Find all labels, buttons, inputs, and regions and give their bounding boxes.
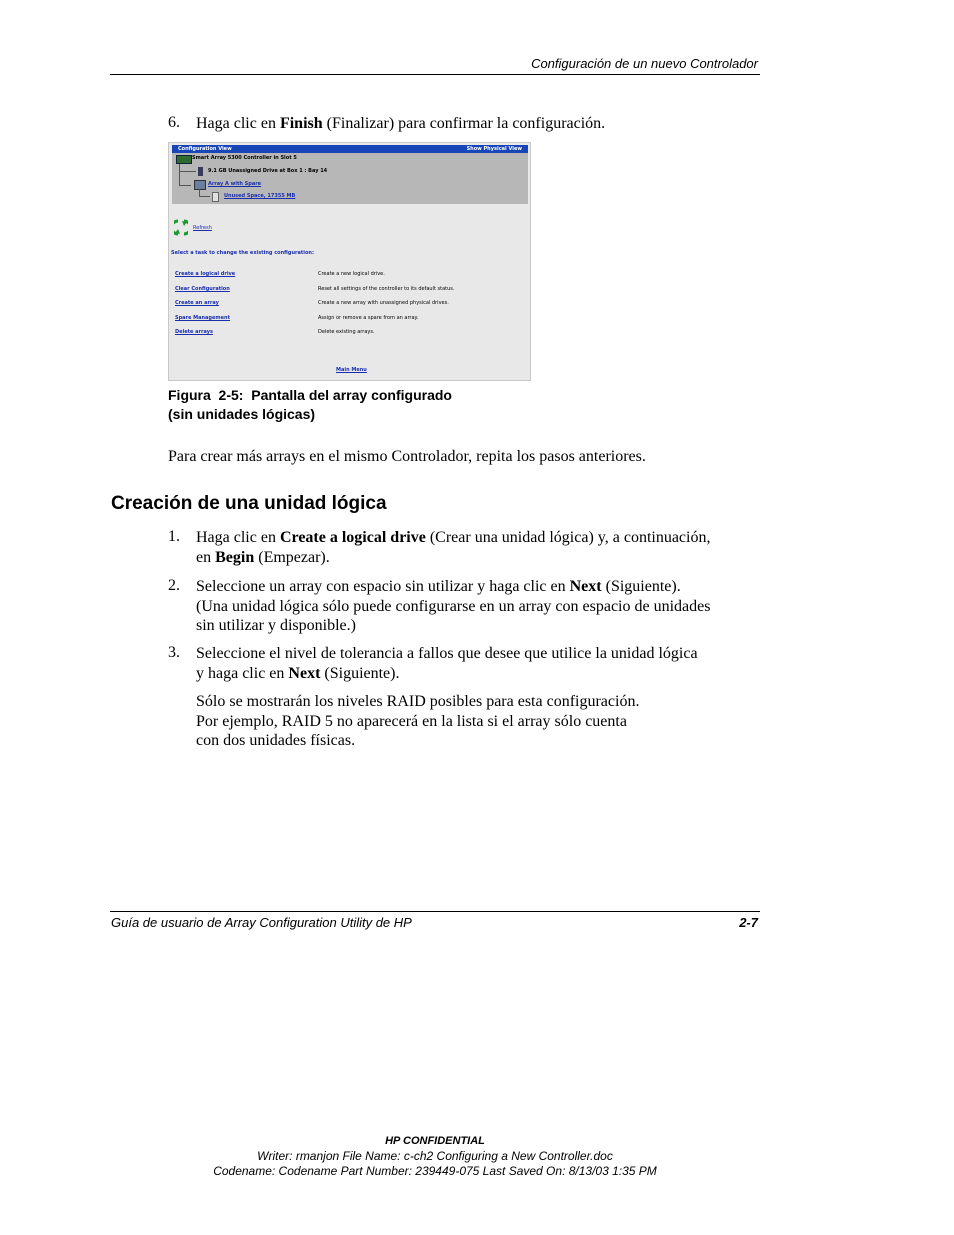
confidential-line-2: Codename: Codename Part Number: 239449-075 Last Saved On: 8/13/03 1:35 PM: [213, 1164, 657, 1178]
figure-caption-line-2: (sin unidades lógicas): [168, 406, 316, 422]
step-1-text: Haga clic en Create a logical drive (Crear una unidad lógica) y, a continuación, en Begin (Empezar).: [196, 529, 711, 566]
task-create-array-desc: Create a new array with unassigned physical drives.: [318, 300, 449, 306]
tree-unassigned-drive[interactable]: 9.1 GB Unassigned Drive at Box 1 : Bay 14: [208, 168, 328, 174]
footer-rule: [110, 911, 760, 912]
figure-caption-line-1: Figura 2-5: Pantalla del array configurado: [168, 387, 452, 403]
config-tree: [172, 153, 528, 204]
task-delete-arrays-link[interactable]: Delete arrays: [175, 329, 213, 335]
configuration-view-screenshot: [168, 142, 531, 381]
step-3-number: 3.: [168, 644, 180, 661]
tree-line-branch-1: [179, 171, 196, 172]
tree-line-branch-2: [179, 185, 191, 186]
task-create-logical-drive-link[interactable]: Create a logical drive: [175, 271, 236, 277]
unused-space-icon: [212, 192, 219, 202]
drive-icon: [198, 167, 203, 176]
screenshot-title-bar: [172, 145, 528, 153]
footer-left: Guía de usuario de Array Configuration Utility de HP: [111, 915, 412, 930]
task-clear-configuration-desc: Reset all settings of the controller to its default status.: [318, 286, 455, 292]
task-spare-management-link[interactable]: Spare Management: [175, 315, 230, 321]
confidential-block: [0, 1134, 870, 1179]
task-delete-arrays-desc: Delete existing arrays.: [318, 329, 375, 335]
raid-note: Sólo se mostrarán los niveles RAID posibles para esta configuración. Por ejemplo, RAID 5 no aparecerá en la lista si el array sólo cuenta con dos unidades físicas.: [196, 693, 640, 749]
tree-array[interactable]: Array A with Spare: [208, 181, 262, 187]
tree-line-sub-branch: [199, 196, 210, 197]
step-6-text: Haga clic en Finish (Finalizar) para confirmar la configuración.: [196, 115, 606, 132]
confidential-title: HP CONFIDENTIAL: [385, 1135, 485, 1147]
step-3-text: Seleccione el nivel de tolerancia a fallos que desee que utilice la unidad lógica y haga clic en Next (Siguiente).: [196, 645, 698, 682]
tree-line-vertical: [179, 164, 180, 186]
step-2-text: Seleccione un array con espacio sin utilizar y haga clic en Next (Siguiente). (Una unidad lógica sólo puede configurarse en un array con espacio de unidades sin utilizar y disponible.): [196, 578, 711, 634]
step-2-number: 2.: [168, 577, 180, 594]
paragraph-more-arrays: Para crear más arrays en el mismo Controlador, repita los pasos anteriores.: [168, 448, 646, 465]
controller-icon: [176, 155, 192, 164]
array-icon: [194, 180, 206, 190]
task-create-array-link[interactable]: Create an array: [175, 300, 219, 306]
main-menu-link[interactable]: Main Menu: [336, 367, 367, 373]
section-title: Creación de una unidad lógica: [111, 493, 387, 514]
tree-unused-space[interactable]: Unused Space, 17355 MB: [224, 193, 296, 199]
task-spare-management-desc: Assign or remove a spare from an array.: [318, 315, 419, 321]
refresh-link[interactable]: Refresh: [193, 225, 212, 231]
header-rule: [110, 74, 760, 75]
tree-controller[interactable]: Smart Array 5300 Controller in Slot 5: [192, 155, 297, 161]
running-header: Configuración de un nuevo Controlador: [531, 56, 758, 71]
confidential-line-1: Writer: rmanjon File Name: c-ch2 Configuring a New Controller.doc: [257, 1149, 613, 1163]
footer-page-number: 2-7: [739, 915, 758, 930]
task-create-logical-drive-desc: Create a new logical drive.: [318, 271, 385, 277]
task-clear-configuration-link[interactable]: Clear Configuration: [175, 286, 230, 292]
select-task-heading: Select a task to change the existing configuration:: [171, 250, 314, 256]
step-6-number: 6.: [168, 114, 180, 131]
refresh-icon[interactable]: [174, 219, 188, 236]
show-physical-view-link[interactable]: Show Physical View: [466, 146, 522, 152]
screenshot-title: Configuration View: [178, 146, 232, 152]
figure-caption: [168, 386, 452, 424]
step-1-number: 1.: [168, 528, 180, 545]
